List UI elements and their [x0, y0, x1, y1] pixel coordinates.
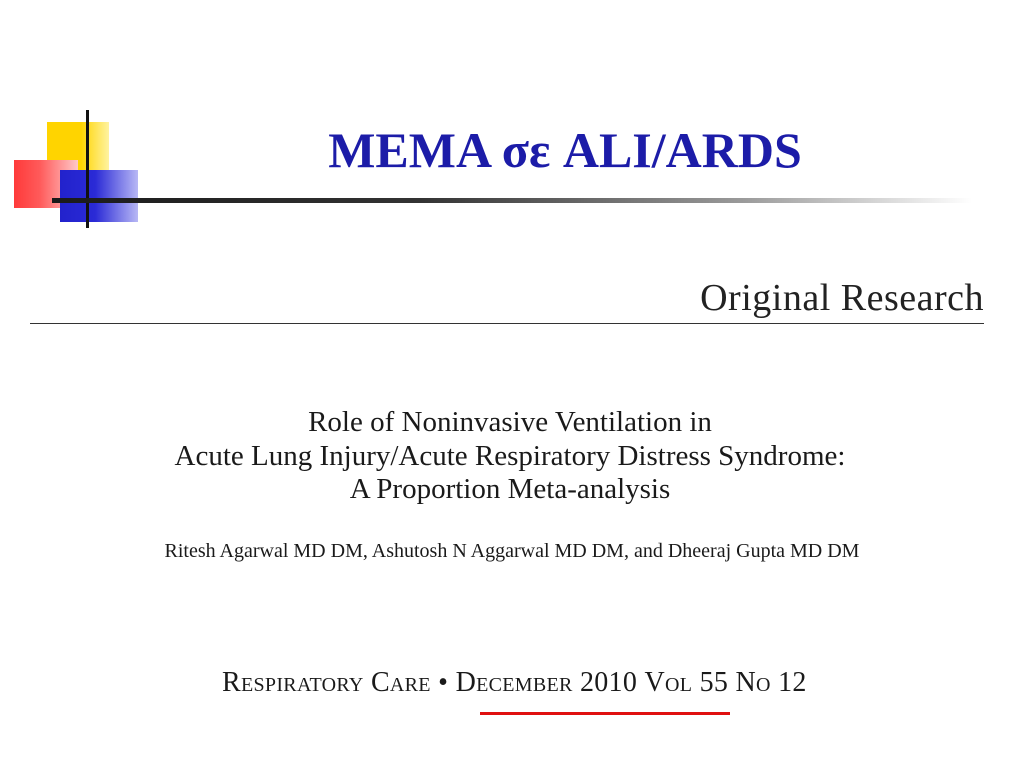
citation-vol: 55: [699, 667, 729, 698]
citation-year: 2010: [579, 667, 638, 698]
section-divider: [30, 323, 984, 324]
journal-citation: [222, 667, 807, 699]
citation-journal: Respiratory Care: [222, 667, 431, 698]
paper-title-line: A Proportion Meta-analysis: [349, 473, 671, 505]
paper-title-line: Role of Noninvasive Ventilation in: [308, 406, 712, 438]
paper-title: [60, 406, 960, 507]
citation-vol-label: Vol: [644, 667, 693, 698]
citation-no-label: No: [735, 667, 771, 698]
title-divider: [52, 198, 972, 203]
slide-title: ΜΕΜΑ σε ALI/ARDS: [328, 122, 802, 178]
logo-blue-square: [60, 170, 138, 222]
logo-vertical-line: [86, 110, 89, 228]
highlight-underline: [480, 712, 730, 715]
section-label: Original Research: [700, 277, 984, 319]
paper-title-line: Acute Lung Injury/Acute Respiratory Distress Syndrome:: [174, 439, 846, 472]
paper-authors: Ritesh Agarwal MD DM, Ashutosh N Aggarwal MD DM, and Dheeraj Gupta MD DM: [164, 540, 860, 562]
citation-separator: •: [438, 667, 449, 698]
decorative-squares-logo-icon: [0, 0, 160, 240]
citation-no: 12: [778, 667, 807, 698]
citation-month: December: [455, 667, 573, 698]
